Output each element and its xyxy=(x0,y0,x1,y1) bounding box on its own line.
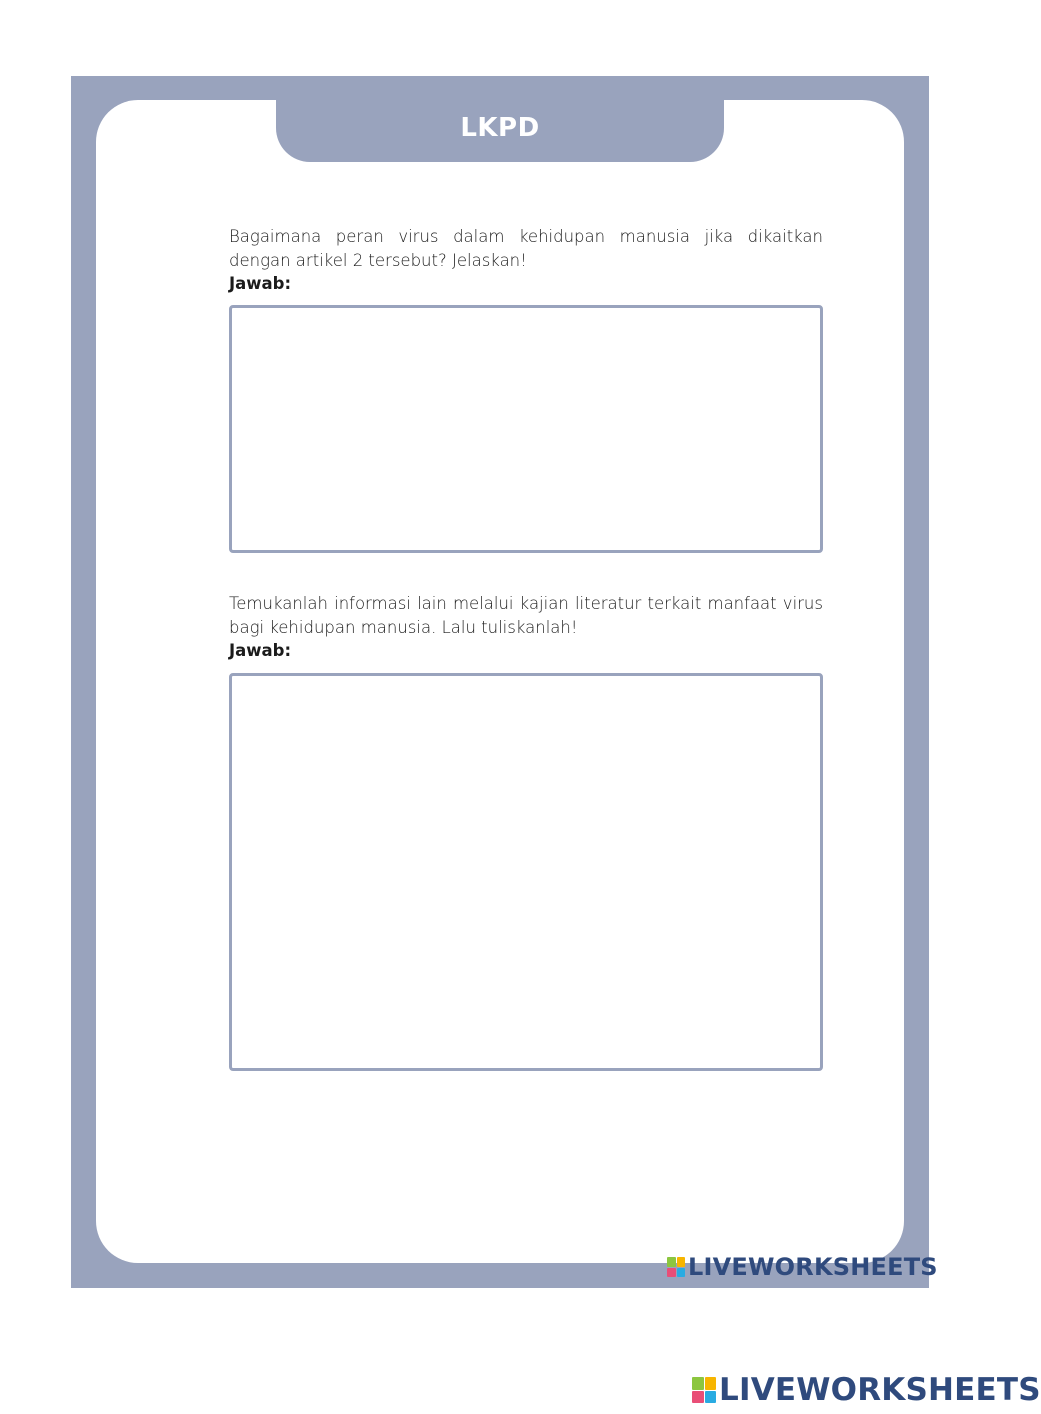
question-2-answer-box[interactable] xyxy=(229,673,823,1071)
liveworksheets-logo-text: LIVEWORKSHEETS xyxy=(719,1372,1041,1408)
question-1-answer-label: Jawab: xyxy=(229,274,292,293)
question-1-answer-box[interactable] xyxy=(229,305,823,553)
liveworksheets-mark-icon xyxy=(667,1257,685,1277)
page-title: LKPD xyxy=(460,113,540,143)
liveworksheets-logo-outer[interactable] xyxy=(692,1372,1041,1408)
worksheet-card xyxy=(96,100,904,1263)
liveworksheets-mark-icon xyxy=(692,1377,716,1403)
liveworksheets-logo-text: LIVEWORKSHEETS xyxy=(688,1253,938,1281)
worksheet-frame xyxy=(71,76,938,1288)
liveworksheets-logo-inner xyxy=(667,1253,938,1281)
header-tab xyxy=(276,100,724,162)
question-2-text: Temukanlah informasi lain melalui kajian literatur terkait manfaat virus bagi kehidupan manusia. Lalu tuliskanlah! xyxy=(229,594,823,637)
question-2-answer-label: Jawab: xyxy=(229,641,292,660)
question-1-text: Bagaimana peran virus dalam kehidupan manusia jika dikaitkan dengan artikel 2 tersebut? Jelaskan! xyxy=(229,227,823,270)
